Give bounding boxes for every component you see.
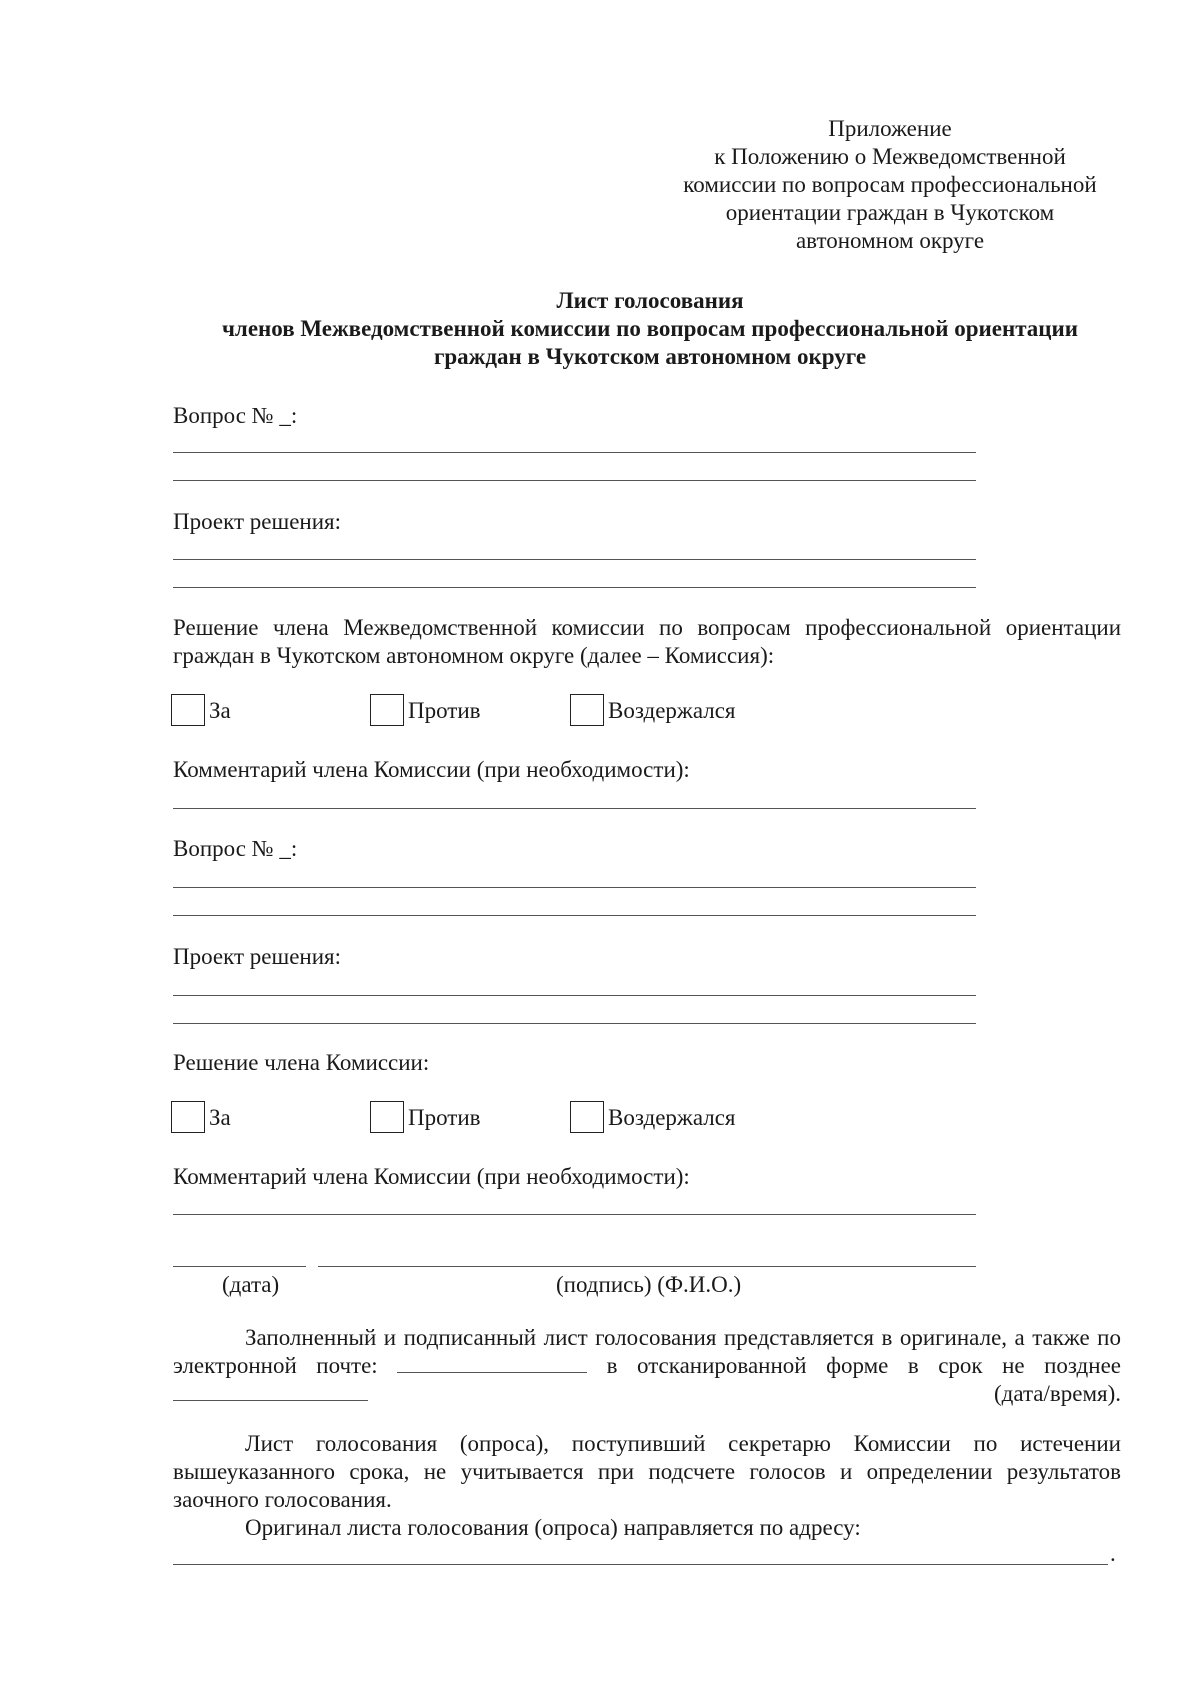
submission-paragraph: [173, 1324, 1121, 1408]
vote-1-abstain-checkbox[interactable]: [570, 694, 604, 726]
deadline-blank[interactable]: [173, 1380, 368, 1401]
comment-1-line[interactable]: [173, 808, 976, 809]
date-line[interactable]: [173, 1266, 306, 1267]
signature-line[interactable]: [318, 1266, 976, 1267]
draft-1-label: Проект решения:: [173, 509, 341, 534]
comment-1-label: Комментарий члена Комиссии (при необходимости):: [173, 757, 690, 782]
address-end-period: .: [1110, 1541, 1116, 1566]
annex-header: [600, 115, 1180, 255]
decision-1-label: Решение члена Межведомственной комиссии по вопросам профессиональной ориентации граждан в Чукотском автономном округе (далее – Комиссия):: [173, 615, 1121, 668]
question-1-line-2[interactable]: [173, 480, 976, 481]
annex-line-1: Приложение: [828, 116, 952, 141]
comment-2-label: Комментарий члена Комиссии (при необходимости):: [173, 1164, 690, 1189]
vote-2-for-label: За: [209, 1105, 231, 1130]
draft-2-line-1[interactable]: [173, 995, 976, 996]
comment-2-line[interactable]: [173, 1214, 976, 1215]
vote-2-abstain-checkbox[interactable]: [570, 1101, 604, 1133]
decision-2-label: Решение члена Комиссии:: [173, 1050, 430, 1075]
draft-1-line-1[interactable]: [173, 559, 976, 560]
document-title: [150, 287, 1150, 371]
draft-2-label: Проект решения:: [173, 944, 341, 969]
submission-text-2: в отсканированной форме в срок не позднее: [606, 1353, 1121, 1378]
annex-line-5: автономном округе: [795, 228, 985, 253]
vote-1-for-label: За: [209, 698, 231, 723]
email-blank[interactable]: [397, 1352, 587, 1373]
submission-text-1: Заполненный и подписанный лист голосования представляется в оригинале, а также по электронной почте:: [173, 1325, 1121, 1378]
annex-line-4: ориентации граждан в Чукотском: [725, 200, 1055, 225]
date-caption: (дата): [222, 1272, 280, 1297]
draft-1-line-2[interactable]: [173, 587, 976, 588]
vote-2-against-checkbox[interactable]: [370, 1101, 404, 1133]
question-1-label: Вопрос № _:: [173, 403, 298, 428]
annex-line-2: к Положению о Межведомственной: [714, 144, 1066, 169]
question-2-line-2[interactable]: [173, 915, 976, 916]
address-line[interactable]: [173, 1564, 1108, 1565]
late-notice-paragraph: Лист голосования (опроса), поступивший секретарю Комиссии по истечении вышеуказанного срока, не учитывается при подсчете голосов и определении результатов заочного голосования.: [173, 1431, 1121, 1512]
original-address-label: Оригинал листа голосования (опроса) направляется по адресу:: [245, 1515, 861, 1540]
vote-2-for-checkbox[interactable]: [171, 1101, 205, 1133]
submission-text-3: (дата/время).: [993, 1381, 1121, 1406]
question-2-line-1[interactable]: [173, 887, 976, 888]
vote-1-against-checkbox[interactable]: [370, 694, 404, 726]
title-line-3: граждан в Чукотском автономном округе: [433, 344, 867, 369]
question-2-label: Вопрос № _:: [173, 836, 298, 861]
title-line-2: членов Межведомственной комиссии по вопросам профессиональной ориентации: [221, 316, 1079, 341]
vote-2-abstain-label: Воздержался: [608, 1105, 736, 1130]
question-1-line-1[interactable]: [173, 452, 976, 453]
vote-1-abstain-label: Воздержался: [608, 698, 736, 723]
vote-1-for-checkbox[interactable]: [171, 694, 205, 726]
submission-line-1: [173, 1324, 1121, 1408]
title-line-1: Лист голосования: [556, 288, 744, 313]
signature-caption: (подпись) (Ф.И.О.): [556, 1272, 742, 1297]
vote-1-against-label: Против: [408, 698, 481, 723]
vote-2-against-label: Против: [408, 1105, 481, 1130]
draft-2-line-2[interactable]: [173, 1023, 976, 1024]
annex-line-3: комиссии по вопросам профессиональной: [683, 172, 1097, 197]
